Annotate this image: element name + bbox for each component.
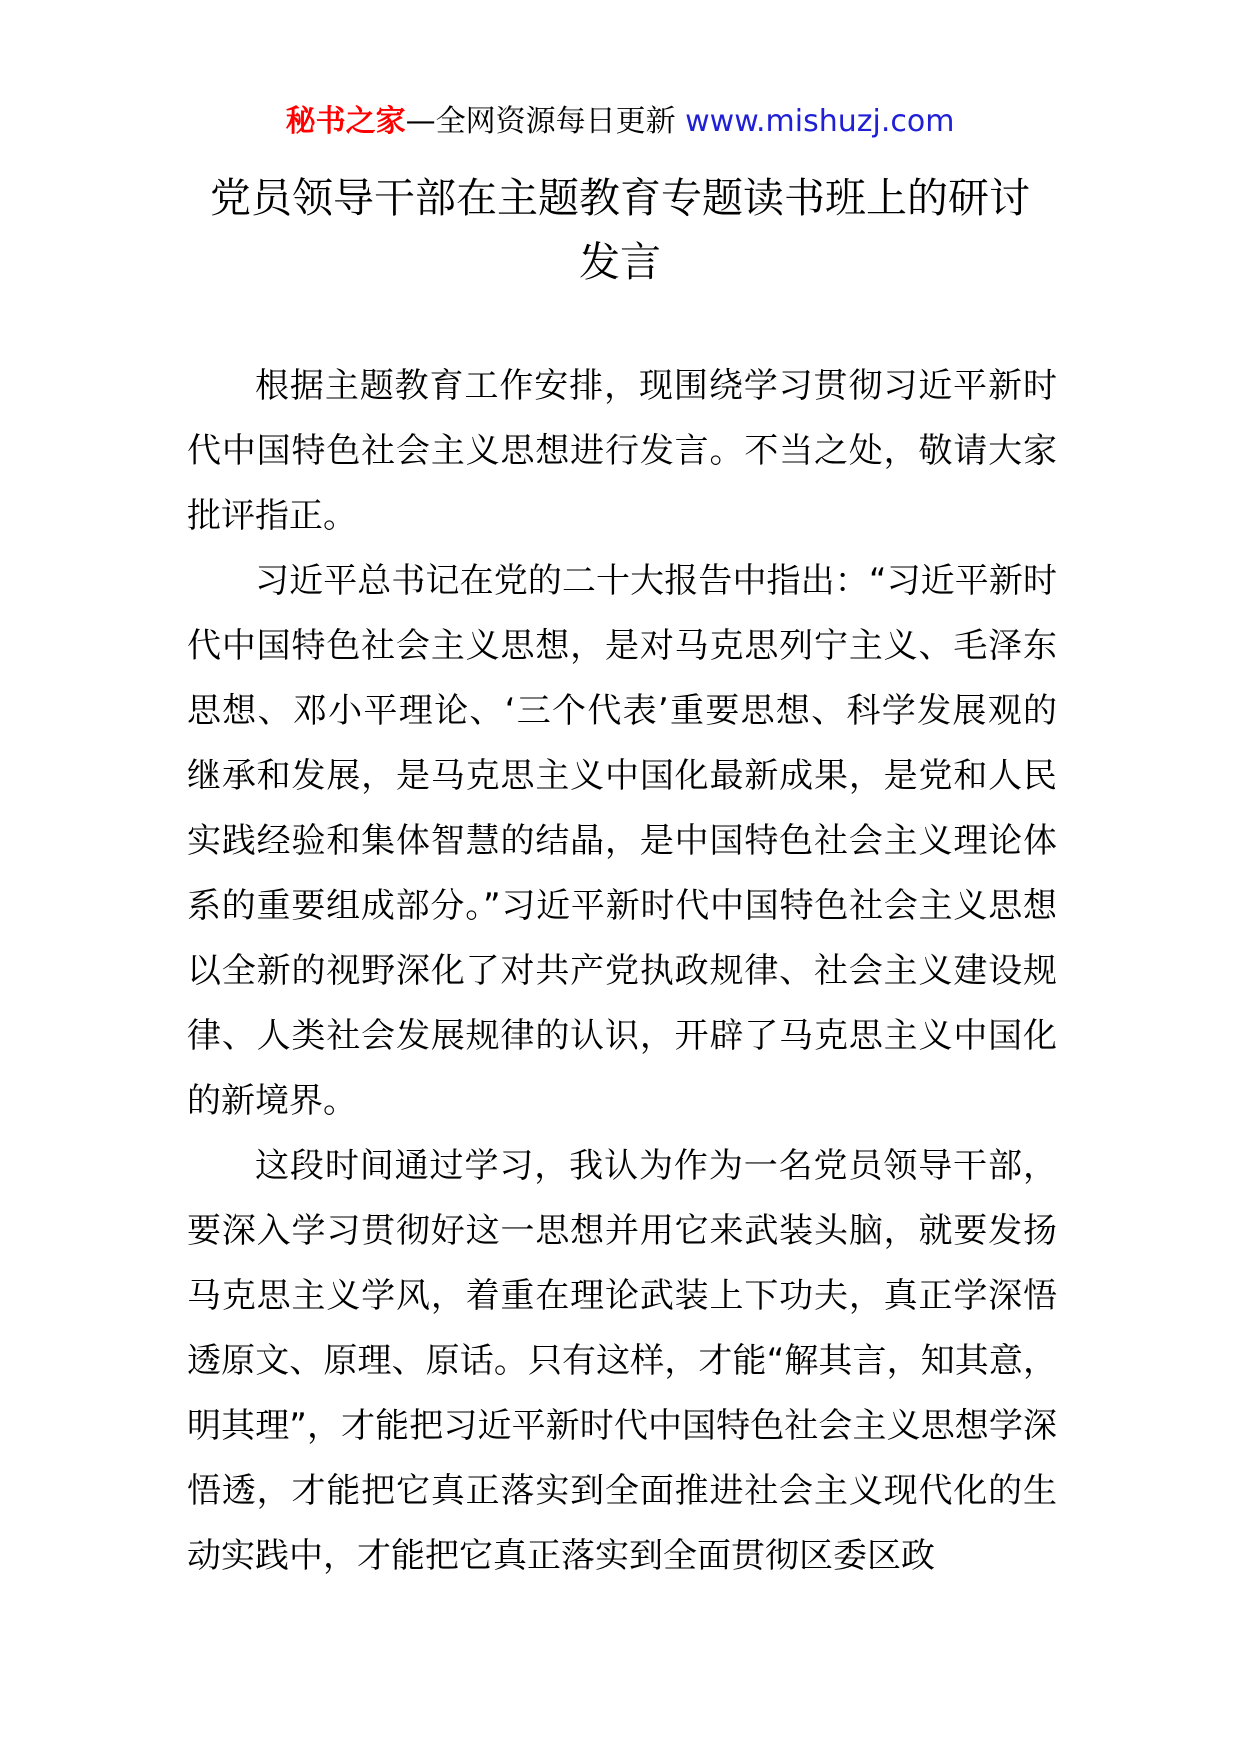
site-brand: 秘书之家 — [285, 104, 406, 139]
site-url-link[interactable]: www.mishuzj.com — [685, 104, 955, 139]
document-title: 党员领导干部在主题教育专题读书班上的研讨发言 — [210, 174, 1030, 286]
site-header — [0, 100, 1240, 144]
paragraph: 这段时间通过学习，我认为作为一名党员领导干部，要深入学习贯彻好这一思想并用它来武装头脑，就要发扬马克思主义学风，着重在理论武装上下功夫，真正学深悟透原文、原理、原话。只有这样，才能“解其言，知其意，明其理”，才能把习近平新时代中国特色社会主义思想学深悟透，才能把它真正落实到全面推进社会主义现代化的生动实践中，才能把它真正落实到全面贯彻区委区政 — [187, 1146, 1057, 1576]
paragraph: 根据主题教育工作安排，现围绕学习贯彻习近平新时代中国特色社会主义思想进行发言。不当之处，敬请大家批评指正。 — [187, 366, 1057, 536]
site-tagline: —全网资源每日更新 — [405, 104, 686, 139]
document-body — [187, 354, 1057, 1589]
paragraph: 习近平总书记在党的二十大报告中指出：“习近平新时代中国特色社会主义思想，是对马克思列宁主义、毛泽东思想、邓小平理论、‘三个代表’重要思想、科学发展观的继承和发展，是马克思主义中国化最新成果，是党和人民实践经验和集体智慧的结晶，是中国特色社会主义理论体系的重要组成部分。”习近平新时代中国特色社会主义思想以全新的视野深化了对共产党执政规律、社会主义建设规律、人类社会发展规律的认识，开辟了马克思主义中国化的新境界。 — [187, 561, 1057, 1121]
